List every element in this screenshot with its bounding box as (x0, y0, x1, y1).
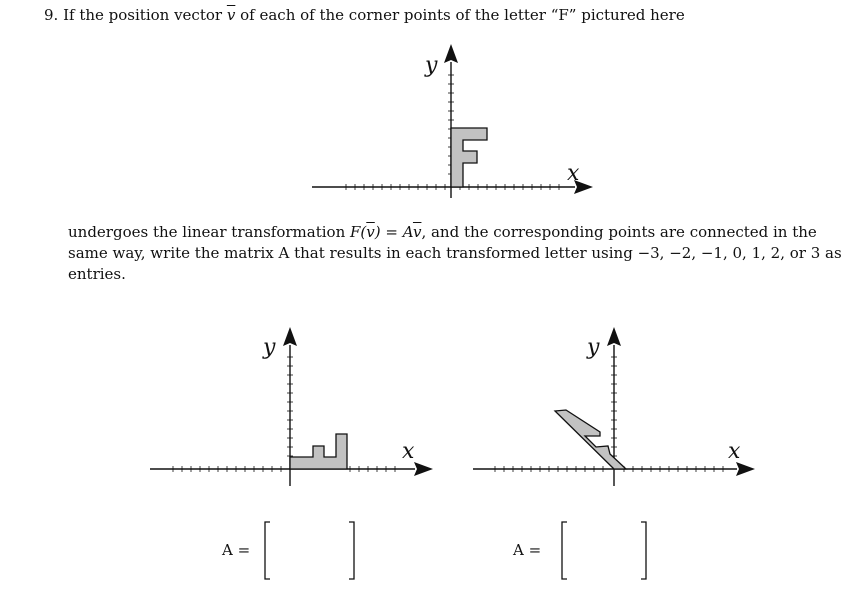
left-figure (150, 327, 433, 579)
original-x-label: x (567, 161, 580, 186)
right-figure (473, 327, 755, 579)
function-expression: F( (350, 223, 367, 241)
vector-symbol: $\overline{v}$ (226, 6, 236, 24)
original-y-label: y (425, 53, 438, 78)
right-matrix-bracket-left (562, 522, 567, 579)
paragraph-line-3: entries. (68, 265, 126, 283)
vector-symbol-3: $\overline{v}$ (412, 223, 422, 241)
right-y-arrowhead (607, 327, 621, 346)
left-y-label: y (263, 335, 276, 360)
paragraph-text-a: undergoes the linear transformation (68, 223, 346, 241)
right-y-label: y (587, 335, 600, 360)
right-matrix-label: A = (513, 541, 542, 559)
left-x-arrowhead (414, 462, 433, 476)
left-matrix-label: A = (222, 541, 251, 559)
right-x-label: x (728, 439, 741, 464)
question-text-after: of each of the corner points of the letter “F” pictured here (240, 6, 685, 24)
original-letter-f (451, 128, 487, 187)
equation-expression: ) = A (374, 223, 413, 241)
question-number: 9. (44, 6, 59, 24)
right-matrix-bracket-right (641, 522, 646, 579)
original-y-arrowhead (444, 44, 458, 63)
left-x-label: x (402, 439, 415, 464)
right-transformed-letter (555, 410, 626, 469)
left-y-arrowhead (283, 327, 297, 346)
left-transformed-letter (290, 434, 347, 469)
vector-symbol-2: $\overline{v}$ (366, 223, 375, 241)
left-matrix-bracket-left (265, 522, 270, 579)
right-x-arrowhead (736, 462, 755, 476)
original-figure (312, 44, 593, 198)
left-matrix-bracket-right (349, 522, 354, 579)
paragraph-line-2: same way, write the matrix A that results in each transformed letter using −3, −2, −1, 0, 1, 2, or 3 as (68, 244, 842, 262)
paragraph-text-b: , and the corresponding points are connected in the (421, 223, 817, 241)
question-text-before: If the position vector (63, 6, 223, 24)
